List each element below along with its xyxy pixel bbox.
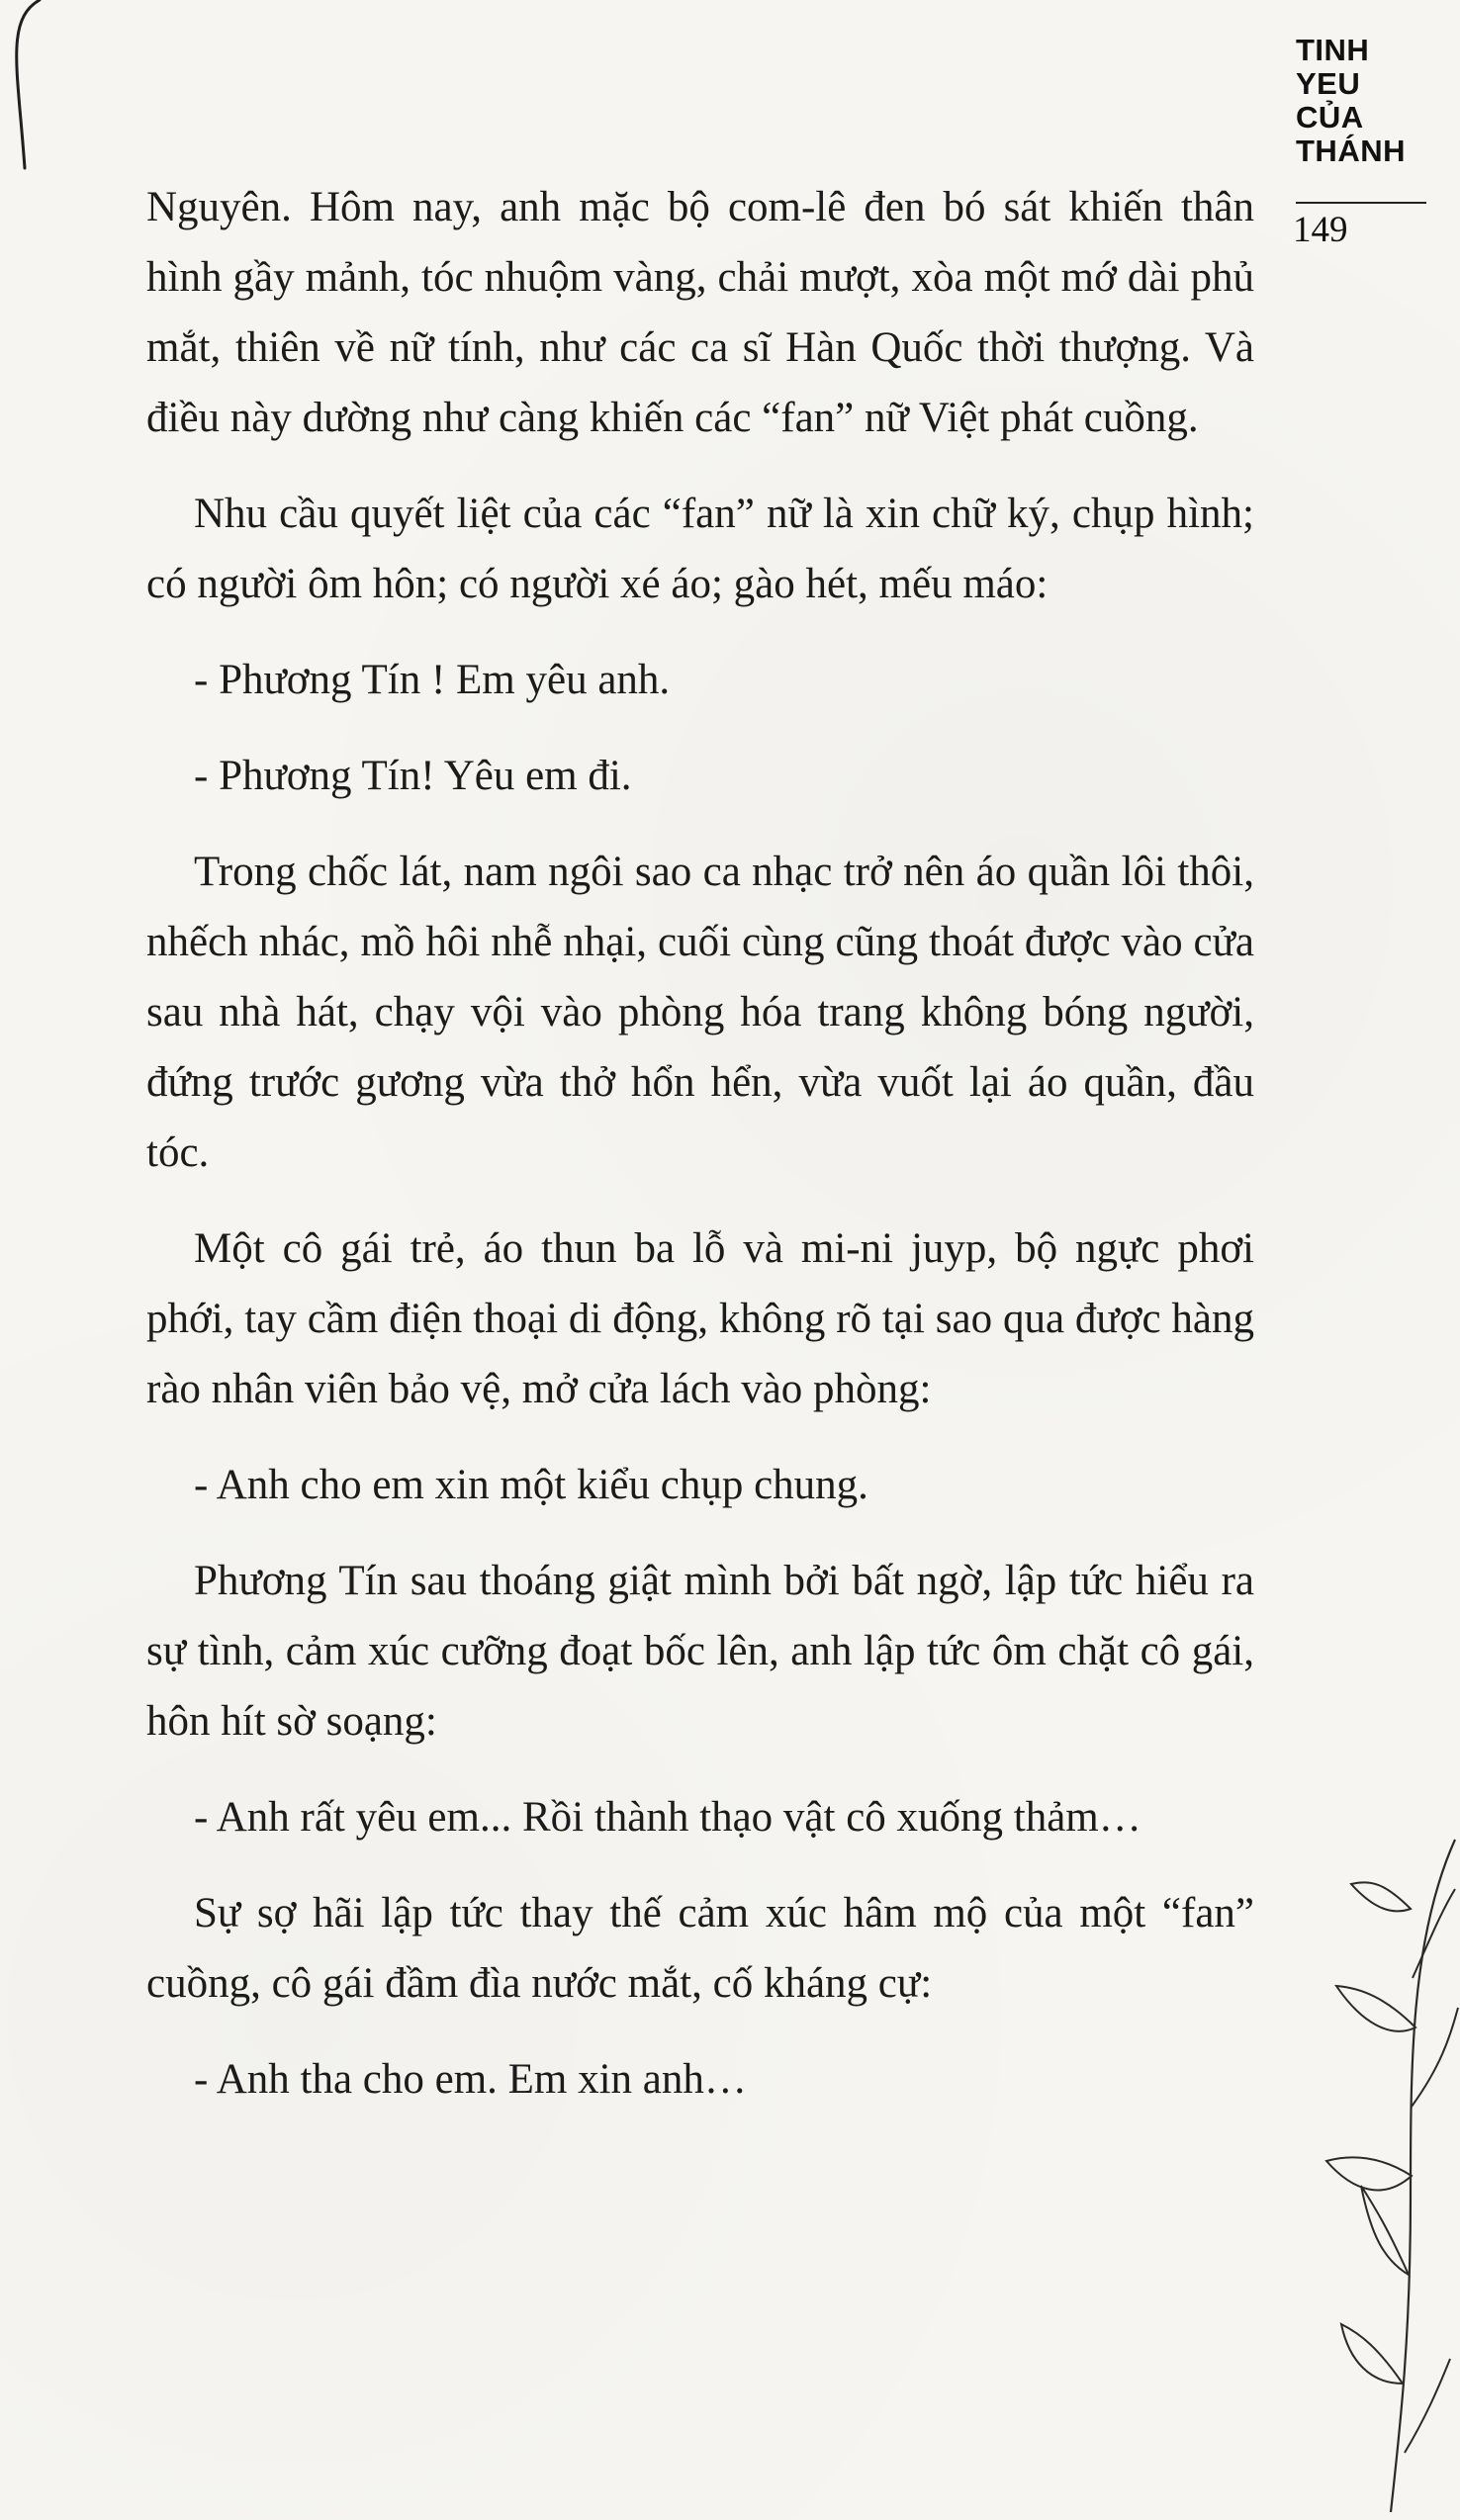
page-number: 149	[1293, 210, 1348, 250]
paragraph-5: Phương Tín sau thoáng giật mình bởi bất ngờ, lập tức hiểu ra sự tình, cảm xúc cưỡng đoạt bốc lên, anh lập tức ôm chặt cô gái, hôn hít sờ soạng:	[146, 1558, 1254, 1745]
dialogue-line-5: - Anh tha cho em. Em xin anh…	[194, 2056, 747, 2103]
dialogue-line-1: - Phương Tín ! Em yêu anh.	[194, 657, 671, 703]
running-header-line-4: THÁNH	[1296, 134, 1406, 168]
paragraph-gap	[146, 619, 1254, 645]
paragraph-gap	[146, 2019, 1254, 2044]
page-curl-line	[0, 0, 69, 178]
dialogue-line-2: - Phương Tín! Yêu em đi.	[194, 753, 632, 799]
paragraph-4: Một cô gái trẻ, áo thun ba lỗ và mi-ni juyp, bộ ngực phơi phới, tay cầm điện thoại di động, không rõ tại sao qua được hàng rào nhân viên bảo vệ, mở cửa lách vào phòng:	[146, 1225, 1254, 1412]
dialogue-line-3: - Anh cho em xin một kiểu chụp chung.	[194, 1462, 868, 1508]
vine-leaf-ornament	[1292, 1820, 1460, 2520]
paragraph-3: Trong chốc lát, nam ngôi sao ca nhạc trở nên áo quần lôi thôi, nhếch nhác, mồ hôi nhễ nhại, cuối cùng cũng thoát được vào cửa sau nhà hát, chạy vội vào phòng hóa trang không bóng người, đứng trước gương vừa thở hổn hển, vừa vuốt lại áo quần, đầu tóc.	[146, 849, 1254, 1176]
paragraph-6: Sự sợ hãi lập tức thay thế cảm xúc hâm mộ của một “fan” cuồng, cô gái đầm đìa nước mắt, cố kháng cự:	[146, 1890, 1254, 2007]
paragraph-1: Nguyên. Hôm nay, anh mặc bộ com-lê đen bó sát khiến thân hình gầy mảnh, tóc nhuộm vàng, chải mượt, xòa một mớ dài phủ mắt, thiên về nữ tính, như các ca sĩ Hàn Quốc thời thượng. Và điều này dường như càng khiến các “fan” nữ Việt phát cuồng.	[146, 184, 1254, 441]
paragraph-gap	[146, 1188, 1254, 1214]
paragraph-2: Nhu cầu quyết liệt của các “fan” nữ là xin chữ ký, chụp hình; có người ôm hôn; có người xé áo; gào hét, mếu máo:	[146, 491, 1254, 607]
header-rule	[1296, 202, 1426, 204]
dialogue-line-4: - Anh rất yêu em... Rồi thành thạo vật cô xuống thảm…	[194, 1794, 1141, 1841]
paragraph-gap	[146, 1756, 1254, 1782]
paragraph-gap	[146, 715, 1254, 741]
paragraph-gap	[146, 811, 1254, 837]
paragraph-gap	[146, 1424, 1254, 1450]
paragraph-gap	[146, 1520, 1254, 1546]
paragraph-gap	[146, 453, 1254, 479]
running-header-line-1: TINH	[1296, 33, 1370, 67]
running-header-line-2: YEU	[1296, 66, 1361, 101]
main-text	[146, 172, 1254, 2115]
paragraph-gap	[146, 1852, 1254, 1878]
running-header-line-3: CỦA	[1296, 100, 1364, 135]
running-header	[1296, 34, 1444, 168]
